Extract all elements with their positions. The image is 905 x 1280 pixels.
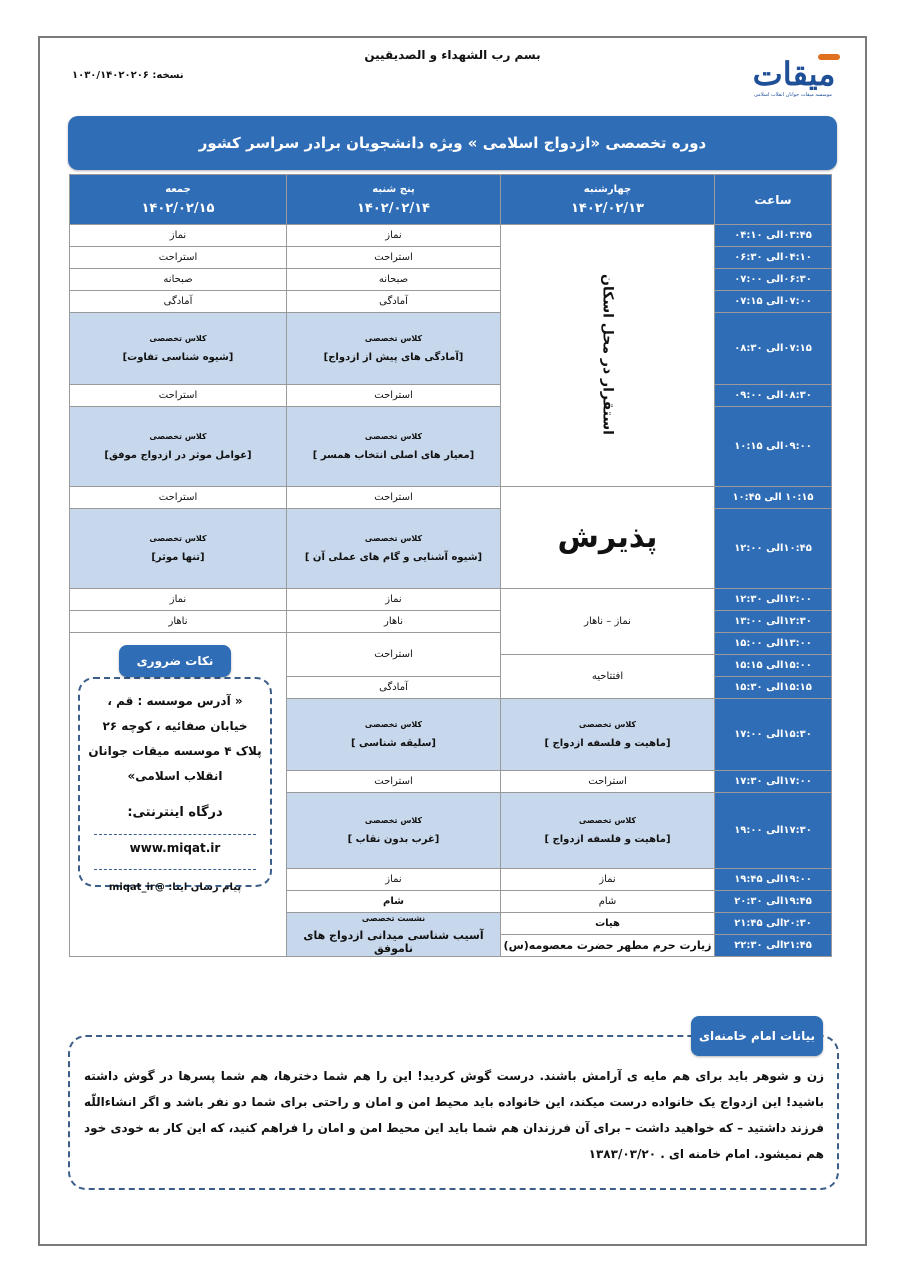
- table-row: [70, 589, 832, 611]
- leader-quote-text: زن و شوهر باید برای هم مایه ی آرامش باشند. درست گوش کردید! این را هم شما دخترها، هم شما پسرها در گوش داشته باشید! این ازدواج یک خانواده درست میکند، این خانواده باید محیط امن و امان و راحتی برای شما دو نفر باشد و اگر انشاءاللّه فرزند داشتید – که خواهید داشت – برای آن فرزندان هم شما باید این محیط امن و امان را فراهم کنید، که این کار به خودی خود هم نمیشود. امام خامنه ای . ۱۳۸۳/۰۳/۲۰: [84, 1069, 824, 1161]
- thu-class-cell: کلاس تخصصی [سلیقه شناسی ]: [287, 699, 501, 771]
- fri-class-cell: کلاس تخصصی [عوامل موثر در ازدواج موفق]: [70, 407, 287, 487]
- fri-rest-cell: استراحت: [70, 487, 287, 509]
- notes-divider: [94, 869, 256, 870]
- notes-cell: [70, 633, 287, 957]
- notes-box: [78, 677, 272, 893]
- bismillah-heading: بسم رب الشهداء و الصدیقیین: [364, 48, 541, 62]
- thu-rest-cell: استراحت: [287, 633, 501, 677]
- wed-class-cell: کلاس تخصصی [ماهیت و فلسفه ازدواج ]: [501, 699, 715, 771]
- thu-ready-cell: آمادگی: [287, 677, 501, 699]
- version-number: نسخه: ۱۰۳۰/۱۴۰۲۰۲۰۶: [72, 70, 184, 81]
- thu-rest-cell: استراحت: [287, 385, 501, 407]
- time-cell: ۱۵:۰۰الی ۱۵:۱۵: [715, 655, 832, 677]
- time-cell: ۰۴:۱۰الی ۰۶:۳۰: [715, 247, 832, 269]
- wed-hayat-cell: هیات: [501, 913, 715, 935]
- wednesday-header: چهارشنبه ۱۴۰۲/۰۲/۱۳: [501, 175, 715, 225]
- time-cell: ۲۰:۳۰الی ۲۱:۴۵: [715, 913, 832, 935]
- thu-session-cell: نشست تخصصی آسیب شناسی میدانی ازدواج های ناموفق: [287, 913, 501, 957]
- fri-rest-cell: استراحت: [70, 247, 287, 269]
- time-cell: ۰۷:۱۵الی ۰۸:۳۰: [715, 313, 832, 385]
- thu-class-cell: کلاس تخصصی [آمادگی های پیش از ازدواج]: [287, 313, 501, 385]
- thu-class-cell: کلاس تخصصی [معیار های اصلی انتخاب همسر ]: [287, 407, 501, 487]
- time-cell: ۰۷:۰۰الی ۰۷:۱۵: [715, 291, 832, 313]
- table-row: [70, 225, 832, 247]
- time-cell: ۰۹:۰۰الی ۱۰:۱۵: [715, 407, 832, 487]
- time-cell: ۰۳:۴۵الی ۰۴:۱۰: [715, 225, 832, 247]
- time-cell: ۱۹:۴۵الی ۲۰:۳۰: [715, 891, 832, 913]
- thu-ready-cell: آمادگی: [287, 291, 501, 313]
- wed-reception-cell: پذیرش: [501, 487, 715, 589]
- fri-rest-cell: استراحت: [70, 385, 287, 407]
- table-row: [70, 269, 832, 291]
- time-cell: ۰۸:۳۰الی ۰۹:۰۰: [715, 385, 832, 407]
- time-cell: ۱۵:۱۵الی ۱۵:۳۰: [715, 677, 832, 699]
- wed-opening-cell: افتتاحیه: [501, 655, 715, 699]
- thursday-header: پنج شنبه ۱۴۰۲/۰۲/۱۴: [287, 175, 501, 225]
- institute-address: « آدرس موسسه : قم ، خیابان صفائیه ، کوچه ۲۶ پلاک ۴ موسسه میقات جوانان انقلاب اسلامی»: [88, 694, 262, 783]
- table-row: [70, 407, 832, 487]
- table-row: [70, 313, 832, 385]
- logo-wordmark: میقات: [752, 55, 836, 93]
- time-cell: ۱۲:۰۰الی ۱۲:۳۰: [715, 589, 832, 611]
- portal-label: درگاه اینترنتی:: [127, 805, 223, 820]
- fri-prayer-cell: نماز: [70, 589, 287, 611]
- table-row: [70, 385, 832, 407]
- fri-prayer-cell: نماز: [70, 225, 287, 247]
- thu-class-cell: کلاس تخصصی [شیوه آشنایی و گام های عملی آن ]: [287, 509, 501, 589]
- friday-header: جمعه ۱۴۰۲/۰۲/۱۵: [70, 175, 287, 225]
- time-cell: ۰۶:۳۰الی ۰۷:۰۰: [715, 269, 832, 291]
- table-row: [70, 633, 832, 655]
- logo-subtitle: موسسه میقات جوانان انقلاب اسلامی: [754, 92, 832, 98]
- time-column-header: ساعت: [715, 175, 832, 225]
- thu-rest-cell: استراحت: [287, 247, 501, 269]
- course-title-bar: دوره تخصصی «ازدواج اسلامی » ویژه دانشجویان برادر سراسر کشور: [68, 116, 837, 170]
- wed-prayer-lunch-cell: نماز – ناهار: [501, 589, 715, 655]
- fri-breakfast-cell: صبحانه: [70, 269, 287, 291]
- wed-rest-cell: استراحت: [501, 771, 715, 793]
- table-header-row: [70, 175, 832, 225]
- thu-lunch-cell: ناهار: [287, 611, 501, 633]
- time-cell: ۱۳:۰۰الی ۱۵:۰۰: [715, 633, 832, 655]
- notes-badge: نکات ضروری: [119, 645, 231, 677]
- thu-breakfast-cell: صبحانه: [287, 269, 501, 291]
- fri-lunch-cell: ناهار: [70, 611, 287, 633]
- wed-dinner-cell: شام: [501, 891, 715, 913]
- time-cell: ۱۷:۳۰الی ۱۹:۰۰: [715, 793, 832, 869]
- thu-rest-cell: استراحت: [287, 487, 501, 509]
- thu-prayer-cell: نماز: [287, 869, 501, 891]
- table-row: [70, 509, 832, 589]
- time-cell: ۱۰:۴۵الی ۱۲:۰۰: [715, 509, 832, 589]
- table-row: [70, 611, 832, 633]
- thu-class-cell: کلاس تخصصی [غرب بدون نقاب ]: [287, 793, 501, 869]
- time-cell: ۱۵:۳۰الی ۱۷:۰۰: [715, 699, 832, 771]
- table-row: [70, 247, 832, 269]
- time-cell: ۱۹:۰۰الی ۱۹:۴۵: [715, 869, 832, 891]
- thu-prayer-cell: نماز: [287, 589, 501, 611]
- time-cell: ۱۷:۰۰الی ۱۷:۳۰: [715, 771, 832, 793]
- thu-rest-cell: استراحت: [287, 771, 501, 793]
- wed-class-cell: کلاس تخصصی [ماهیت و فلسفه ازدواج ]: [501, 793, 715, 869]
- notes-divider: [94, 834, 256, 835]
- table-row: [70, 487, 832, 509]
- thu-dinner-cell: شام: [287, 891, 501, 913]
- wed-settle-cell: استقرار در محل اسکان: [501, 225, 715, 487]
- time-cell: ۱۰:۱۵ الی ۱۰:۴۵: [715, 487, 832, 509]
- time-cell: ۲۱:۴۵الی ۲۲:۳۰: [715, 935, 832, 957]
- schedule-table: [69, 174, 832, 957]
- website-link[interactable]: www.miqat.ir: [129, 841, 221, 855]
- table-row: [70, 291, 832, 313]
- messenger-id: پیام رسان ایتا: @miqat_ir: [108, 882, 242, 893]
- wed-ziyarat-cell: زیارت حرم مطهر حضرت معصومه(س): [501, 935, 715, 957]
- fri-class-cell: کلاس تخصصی [تنها موثر]: [70, 509, 287, 589]
- thu-prayer-cell: نماز: [287, 225, 501, 247]
- miqat-logo: [740, 52, 848, 102]
- time-cell: ۱۲:۳۰الی ۱۳:۰۰: [715, 611, 832, 633]
- wed-prayer-cell: نماز: [501, 869, 715, 891]
- fri-ready-cell: آمادگی: [70, 291, 287, 313]
- quote-badge: بیانات امام خامنه‌ای: [691, 1016, 823, 1056]
- fri-class-cell: کلاس تخصصی [شیوه شناسی تفاوت]: [70, 313, 287, 385]
